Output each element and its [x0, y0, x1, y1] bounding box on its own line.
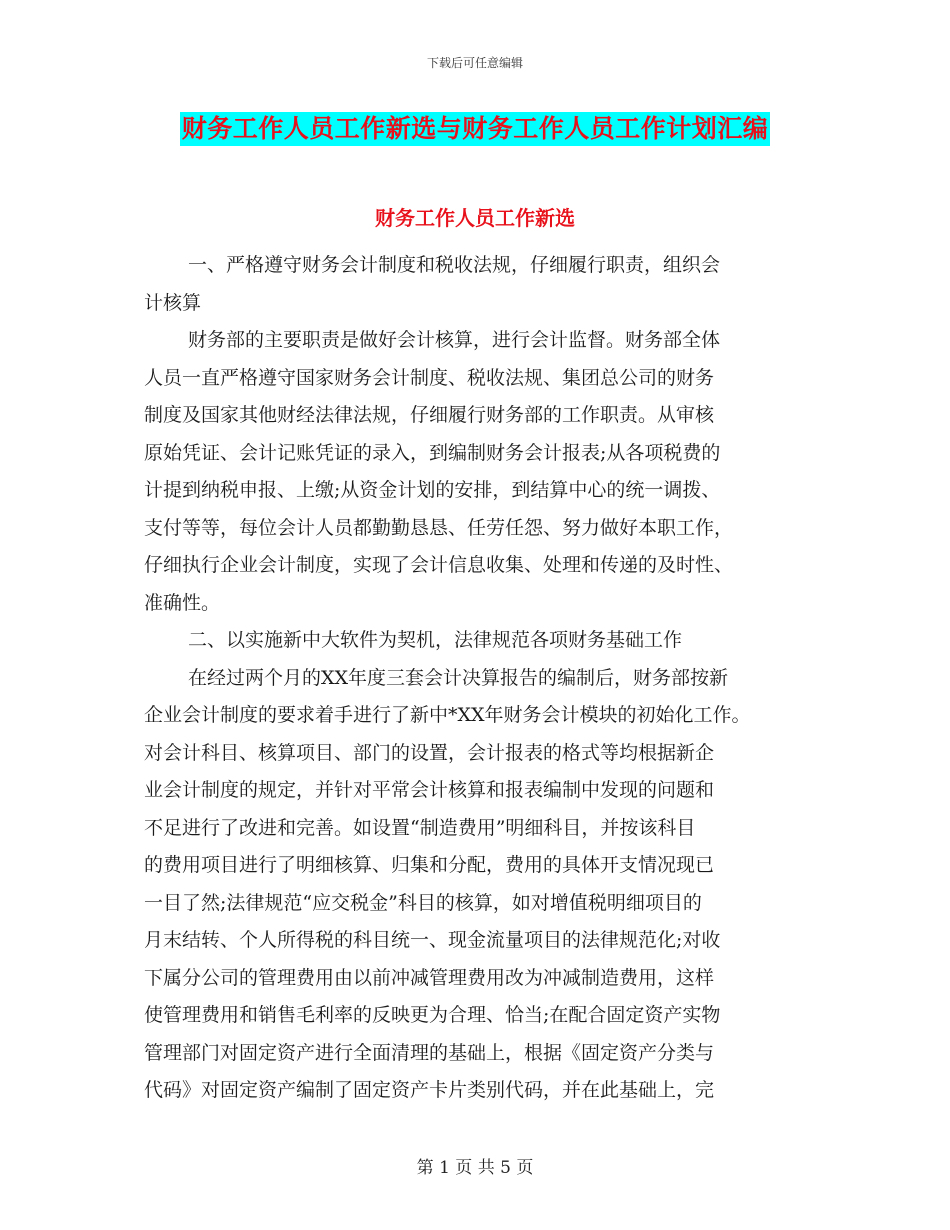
header-note: 下载后可任意编辑: [426, 56, 523, 70]
body-line: 一、严格遵守财务会计制度和税收法规，仔细履行职责，组织会: [188, 254, 721, 276]
body-line: 的费用项目进行了明细核算、归集和分配，费用的具体开支情况现已: [144, 854, 715, 876]
body-line: 月末结转、个人所得税的科目统一、现金流量项目的法律规范化;对收: [144, 929, 721, 951]
body-line: 仔细执行企业会计制度，实现了会计信息收集、处理和传递的及时性、: [144, 554, 734, 576]
body-line: 下属分公司的管理费用由以前冲减管理费用改为冲减制造费用，这样: [144, 966, 715, 989]
body-line: 一目了然;法律规范“应交税金”科目的核算，如对增值税明细项目的: [144, 891, 702, 914]
main-title-wrap: [0, 112, 950, 146]
body-line: 在经过两个月的XX年度三套会计决算报告的编制后，财务部按新: [188, 666, 729, 689]
body-line: 计核算: [144, 291, 202, 314]
body-line: 支付等等，每位会计人员都勤勤恳恳、任劳任怨、努力做好本职工作，: [144, 516, 734, 539]
body-line: 使管理费用和销售毛利率的反映更为合理、恰当;在配合固定资产实物: [144, 1004, 721, 1026]
page-footer: 第 1 页 共 5 页: [416, 1158, 534, 1178]
body-line: 人员一直严格遵守国家财务会计制度、税收法规、集团总公司的财务: [144, 366, 715, 389]
body-line: 业会计制度的规定，并针对平常会计核算和报表编制中发现的问题和: [144, 779, 715, 801]
body-line: 二、以实施新中大软件为契机，法律规范各项财务基础工作: [188, 629, 683, 651]
section-title: 财务工作人员工作新选: [375, 206, 575, 230]
body-line: 不足进行了改进和完善。如设置“制造费用”明细科目，并按该科目: [144, 816, 696, 839]
body-line: 计提到纳税申报、上缴;从资金计划的安排，到结算中心的统一调拨、: [144, 479, 721, 501]
body-line: 原始凭证、会计记账凭证的录入，到编制财务会计报表;从各项税费的: [144, 441, 721, 464]
main-title: 财务工作人员工作新选与财务工作人员工作计划汇编: [180, 112, 771, 146]
body-line: 制度及国家其他财经法律法规，仔细履行财务部的工作职责。从审核: [144, 404, 715, 426]
body-line: 准确性。: [144, 591, 221, 614]
body-line: 代码》对固定资产编制了固定资产卡片类别代码，并在此基础上，完: [144, 1079, 715, 1101]
body-line: 管理部门对固定资产进行全面清理的基础上，根据《固定资产分类与: [144, 1041, 715, 1064]
body-line: 对会计科目、核算项目、部门的设置，会计报表的格式等均根据新企: [144, 741, 715, 764]
body-line: 企业会计制度的要求着手进行了新中*XX年财务会计模块的初始化工作。: [144, 704, 751, 726]
body-line: 财务部的主要职责是做好会计核算，进行会计监督。财务部全体: [188, 329, 721, 351]
body-text: [144, 247, 810, 1110]
